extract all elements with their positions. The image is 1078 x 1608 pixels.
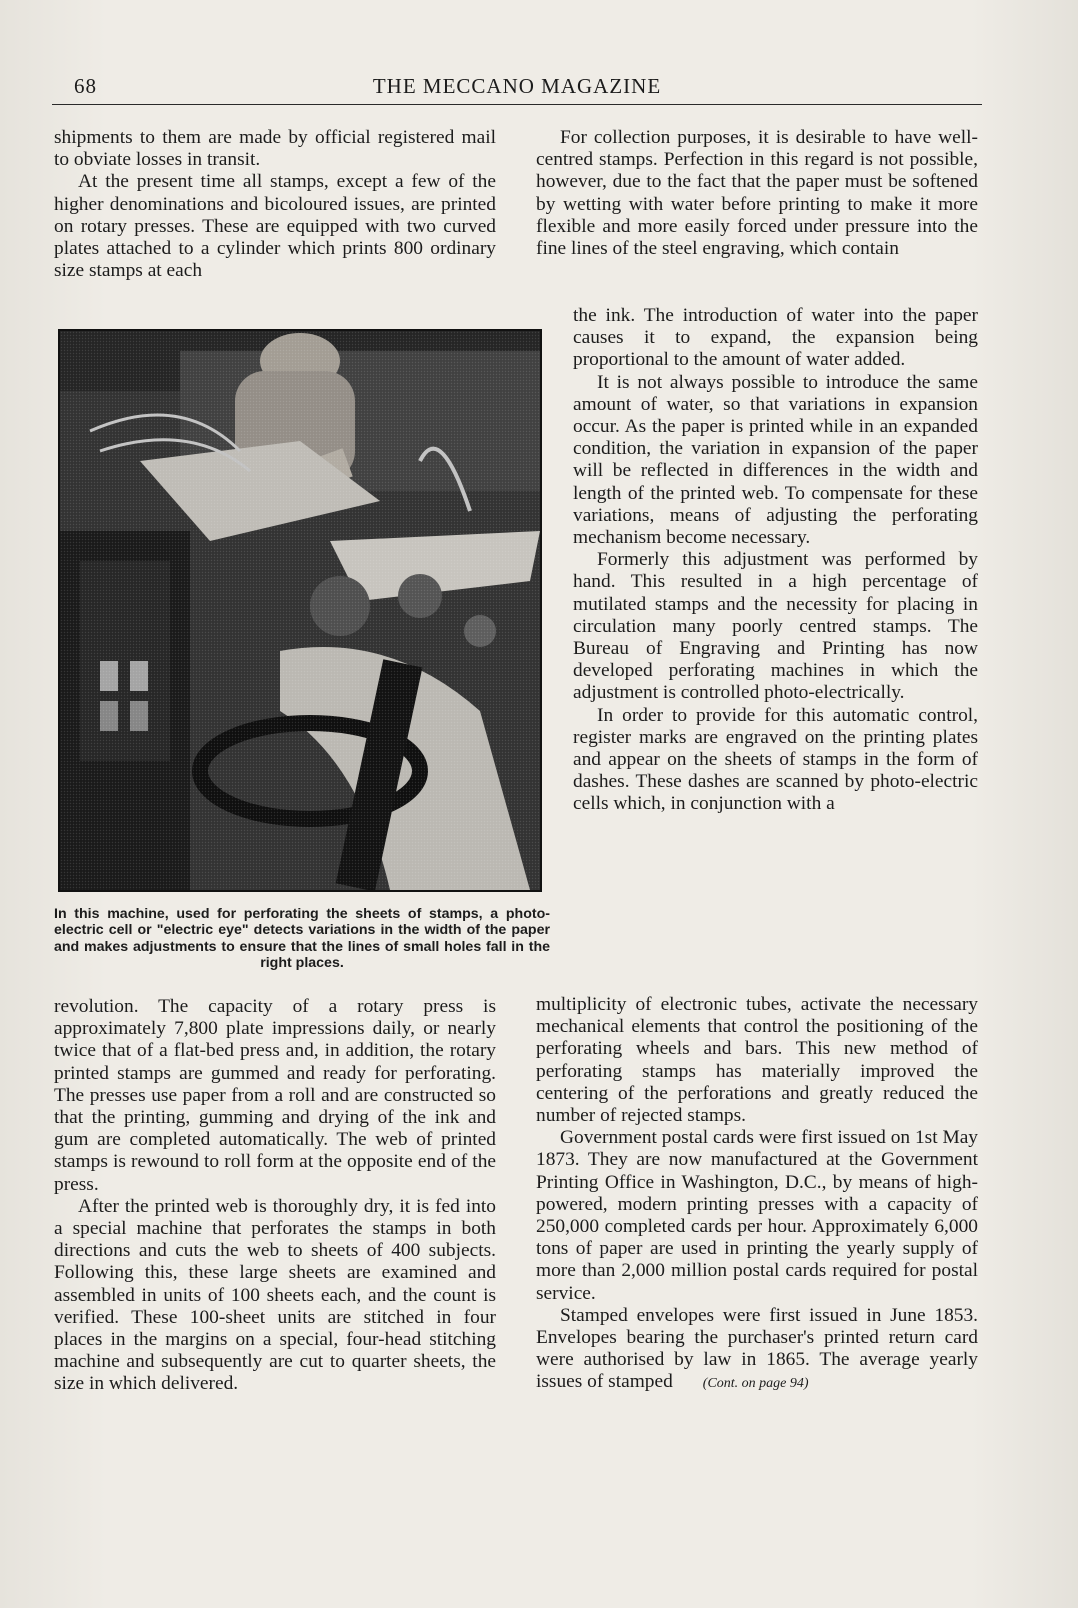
- page-number: 68: [74, 74, 97, 98]
- paragraph: Formerly this adjustment was performed by hand. This resulted in a high percentage of mutilated stamps and the necessity for placing in circulation many poorly centred stamps. The Bureau of Engraving and Printing has now developed perforating machines in which the adjustment is controlled photo-electrically.: [573, 549, 978, 704]
- photo-illustration: [60, 331, 540, 890]
- header-rule: [52, 104, 982, 105]
- paragraph-text: Stamped envelopes were first issued in June 1853. Envelopes bearing the purchaser's printed return card were authorised by law in 1865. The average yearly issues of stamped: [536, 1304, 978, 1393]
- paragraph-last: [536, 1305, 978, 1396]
- paragraph: At the present time all stamps, except a few of the higher denominations and bicoloured issues, are printed on rotary presses. These are equipped with two curved plates attached to a cylinder which prints 800 ordinary size stamps at each: [54, 171, 496, 282]
- page-header: [52, 74, 982, 104]
- paragraph: For collection purposes, it is desirable to have well-centred stamps. Perfection in this regard is not possible, however, due to the fact that the paper must be softened by wetting with water before printing to make it more flexible and more easily forced under pressure into the fine lines of the steel engraving, which contain: [536, 127, 978, 260]
- right-column-top: [536, 127, 978, 260]
- paragraph: revolution. The capacity of a rotary press is approximately 7,800 plate impressions daily, or nearly twice that of a flat-bed press and, in addition, the rotary printed stamps are gummed and ready for perforating. The presses use paper from a roll and are constructed so that the printing, gumming and drying of the ink and gum are completed automatically. The web of printed stamps is rewound to roll form at the opposite end of the press.: [54, 996, 496, 1195]
- paragraph: shipments to them are made by official registered mail to obviate losses in transit.: [54, 127, 496, 171]
- right-column-bottom: [536, 994, 978, 1396]
- left-column-bottom: [54, 996, 496, 1396]
- paragraph: After the printed web is thoroughly dry, it is fed into a special machine that perforates the stamps in both directions and cuts the web to sheets of 400 subjects. Following this, these large sheets are examined and assembled in units of 100 sheets each, and the count is verified. These 100-sheet units are stitched in four places in the margins on a special, four-head stitching machine and subsequently are cut to quarter sheets, the size in which delivered.: [54, 1195, 496, 1395]
- perforating-machine-photo: [58, 329, 542, 892]
- paragraph: It is not always possible to introduce the same amount of water, so that variations in expansion occur. As the paper is printed while in an expanded condition, the variation in expansion of the paper will be reflected in differences in the width and length of the printed web. To compensate for these variations, means of adjusting the perforating mechanism become necessary.: [573, 371, 978, 549]
- right-column-narrow: [573, 305, 978, 816]
- running-title: THE MECCANO MAGAZINE: [372, 74, 662, 98]
- paragraph: multiplicity of electronic tubes, activate the necessary mechanical elements that control the positioning of the perforating wheels and bars. This new method of perforating stamps has materially improved the centering of the perforations and greatly reduced the number of rejected stamps.: [536, 994, 978, 1127]
- photo-caption: In this machine, used for perforating the sheets of stamps, a photo-electric cell or "electric eye" detects variations in the width of the paper and makes adjustments to ensure that the lines of small holes fall in the right places.: [54, 906, 550, 972]
- paragraph: In order to provide for this automatic control, register marks are engraved on the printing plates and appear on the sheets of stamps in the form of dashes. These dashes are scanned by photo-electric cells which, in conjunction with a: [573, 704, 978, 815]
- paragraph: Government postal cards were first issued on 1st May 1873. They are now manufactured at the Government Printing Office in Washington, D.C., by means of high-powered, modern printing presses with a capacity of 250,000 completed cards per hour. Approximately 6,000 tons of paper are used in printing the yearly supply of more than 2,000 million postal cards required for postal service.: [536, 1127, 978, 1304]
- paragraph: the ink. The introduction of water into the paper causes it to expand, the expansion being proportional to the amount of water added.: [573, 305, 978, 371]
- continued-note: (Cont. on page 94): [702, 1376, 809, 1392]
- left-column-top: [54, 127, 496, 282]
